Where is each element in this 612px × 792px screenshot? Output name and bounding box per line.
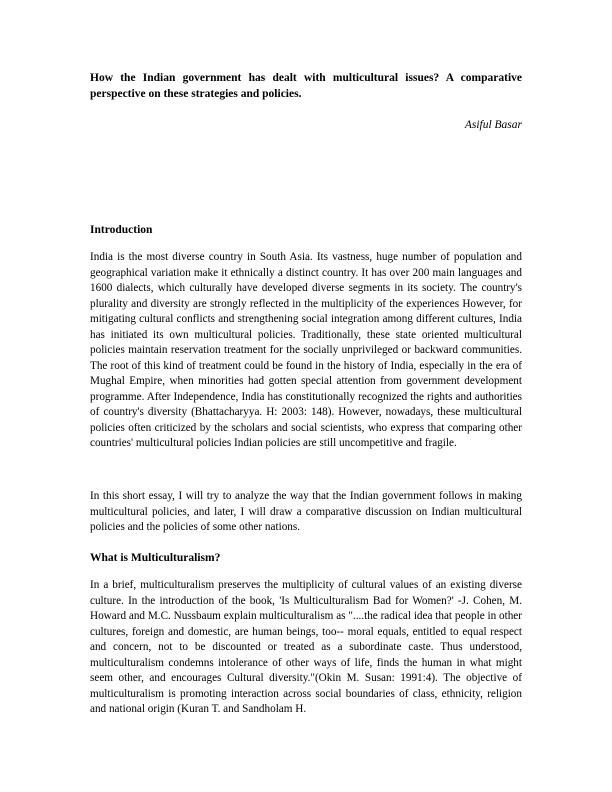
section-heading-what-is-multiculturalism: What is Multiculturalism?	[90, 552, 221, 564]
document-title: How the Indian government has dealt with multicultural issues? A comparative perspective on these strategies and policies.	[90, 72, 522, 100]
section-heading-introduction: Introduction	[90, 224, 153, 236]
paragraph: India is the most diverse country in South Asia. Its vastness, huge number of population and geographical variation make it ethnically a distinct country. It has over 200 main languages and 1600 dialects, which culturally have developed diverse segments in its society. The country's plurality and diversity are strongly reflected in the multiplicity of the experiences However, for mitigating cultural conflicts and strengthening social integration among different cultures, India has initiated its own multicultural policies. Traditionally, these state oriented multicultural policies maintain reservation treatment for the socially unprivileged or backward communities. The root of this kind of treatment could be found in the history of India, especially in the era of Mughal Empire, when minorities had gotten special attention from government development programme. After Independence, India has constitutionally recognized the rights and authorities of country's diversity (Bhattacharyya. H: 2003: 148). However, nowadays, these multicultural policies often criticized by the scholars and social scientists, who express that comparing other countries' multicultural policies Indian policies are still uncompetitive and fragile.	[90, 251, 522, 449]
paragraph: In a brief, multiculturalism preserves the multiplicity of cultural values of an existing diverse culture. In the introduction of the book, 'Is Multiculturalism Bad for Women?' -J. Cohen, M. Howard and M.C. Nussbaum explain multiculturalism as "....the radical idea that people in other cultures, foreign and domestic, are human beings, too-- moral equals, entitled to equal respect and concern, not to be discounted or treated as a subordinate caste. Thus understood, multiculturalism condemns intolerance of other ways of life, finds the human in what might seem other, and encourages Cultural diversity."(Okin M. Susan: 1991:4). The objective of multiculturalism is promoting interaction across social boundaries of class, ethnicity, religion and national origin (Kuran T. and Sandholam H.	[90, 579, 522, 715]
author-name: Asiful Basar	[464, 119, 522, 131]
paragraph: In this short essay, I will try to analyze the way that the Indian government follows in making multicultural policies, and later, I will draw a comparative discussion on Indian multicultural policies and the policies of some other nations.	[90, 490, 522, 533]
